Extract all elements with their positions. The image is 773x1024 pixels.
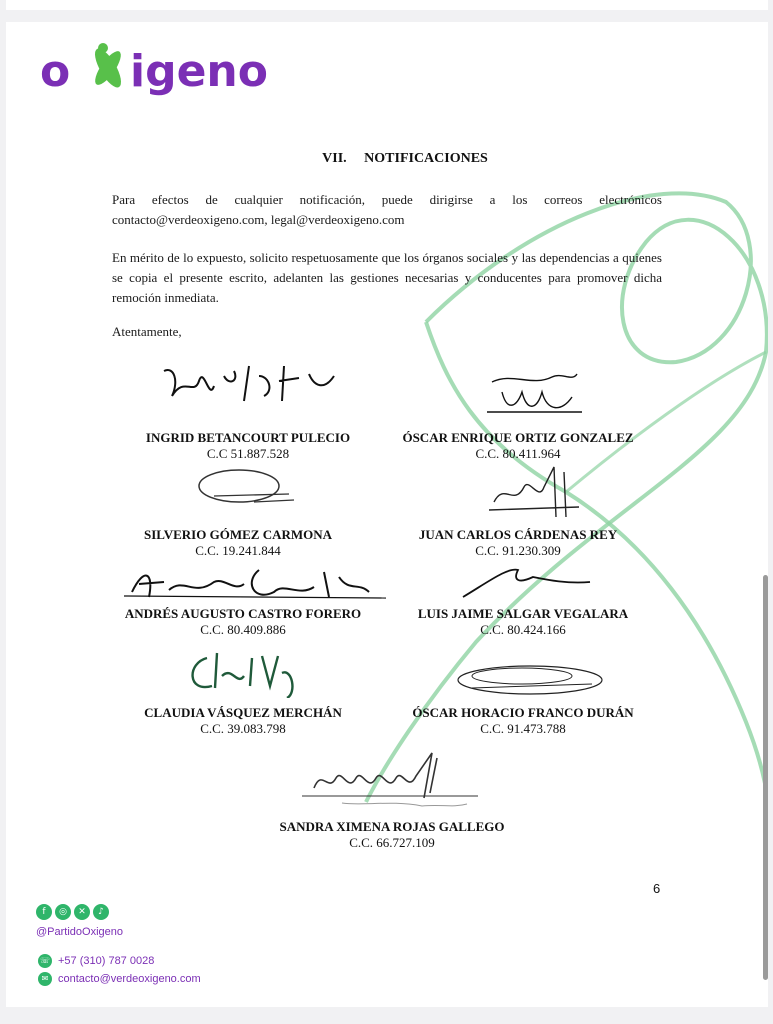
signatory-block (118, 705, 368, 737)
email-addresses: contacto@verdeoxigeno.com, legal@verdeoxigeno.com (112, 212, 405, 227)
document-page (6, 22, 768, 1007)
section-title: NOTIFICACIONES (364, 151, 488, 166)
scrollbar[interactable] (763, 575, 768, 980)
paragraph-line: Para efectos de cualquier notificación, puede dirigirse a los correos electrónicos (112, 192, 662, 207)
signature-silverio (194, 464, 304, 514)
signatory-name: ÓSCAR ENRIQUE ORTIZ GONZALEZ (402, 430, 634, 445)
signatory-block (398, 705, 648, 737)
tiktok-icon[interactable]: ♪ (93, 904, 109, 920)
facebook-icon[interactable]: f (36, 904, 52, 920)
signatory-id: C.C. 80.411.964 (475, 446, 561, 461)
signature-andres (124, 562, 386, 604)
signatory-block (118, 527, 358, 559)
signatory-id: C.C. 80.424.166 (480, 622, 566, 637)
phone-number: +57 (310) 787 0028 (58, 955, 155, 967)
signatory-block (118, 606, 368, 638)
x-icon[interactable]: ✕ (74, 904, 90, 920)
signatory-id: C.C. 66.727.109 (349, 835, 435, 850)
logo-letter-o: o (40, 46, 71, 97)
signatory-id: C.C. 19.241.844 (195, 543, 281, 558)
signatory-name: ÓSCAR HORACIO FRANCO DURÁN (412, 705, 634, 720)
instagram-icon[interactable]: ◎ (55, 904, 71, 920)
whatsapp-icon: ☏ (38, 954, 52, 968)
social-handle[interactable]: @PartidoOxigeno (36, 926, 123, 938)
logo-letters-igeno: igeno (130, 46, 268, 97)
request-paragraph: En mérito de lo expuesto, solicito respetuosamente que los órganos sociales y las dependencias a quienes se copia el presente escrito, adelanten las gestiones necesarias y conducentes para promover dicha remoción inmediata. (112, 250, 662, 305)
signatory-block (398, 527, 638, 559)
signatory-id: C.C. 91.230.309 (475, 543, 561, 558)
signatory-block (398, 430, 638, 462)
signature-ingrid (154, 356, 354, 416)
signatory-name: JUAN CARLOS CÁRDENAS REY (418, 527, 618, 542)
section-heading (6, 151, 768, 167)
signatory-block (242, 819, 542, 851)
signatory-block (398, 606, 648, 638)
signatory-id: C.C. 91.473.788 (480, 721, 566, 736)
signatory-id: C.C. 80.409.886 (200, 622, 286, 637)
signature-oscar-ortiz (482, 362, 592, 422)
signatory-name: SANDRA XIMENA ROJAS GALLEGO (279, 819, 505, 834)
email-address: contacto@verdeoxigeno.com (58, 973, 201, 985)
signatory-id: C.C 51.887.528 (206, 446, 290, 461)
signatory-name: CLAUDIA VÁSQUEZ MERCHÁN (144, 705, 342, 720)
signatory-block (128, 430, 368, 462)
signatory-id: C.C. 39.083.798 (200, 721, 286, 736)
signatory-name: LUIS JAIME SALGAR VEGALARA (417, 606, 629, 621)
section-number: VII. (322, 151, 347, 166)
mail-icon: ✉ (38, 972, 52, 986)
logo-x-leaf (90, 43, 126, 91)
signatory-name: ANDRÉS AUGUSTO CASTRO FORERO (124, 606, 362, 621)
closing-text: Atentamente, (112, 324, 182, 339)
notification-paragraph (112, 190, 662, 230)
signatory-name: INGRID BETANCOURT PULECIO (145, 430, 351, 445)
top-toolbar-strip (6, 0, 768, 10)
signature-luis-jaime (458, 562, 598, 602)
signature-sandra (302, 748, 478, 810)
watermark-swirl (6, 22, 768, 1007)
social-icons (36, 904, 116, 922)
oxigeno-logo (38, 40, 278, 100)
signatory-name: SILVERIO GÓMEZ CARMONA (143, 527, 333, 542)
page-number: 6 (653, 881, 661, 896)
signature-oscar-franco (452, 658, 608, 704)
signature-claudia (182, 648, 307, 698)
signature-juan-carlos (484, 462, 584, 522)
